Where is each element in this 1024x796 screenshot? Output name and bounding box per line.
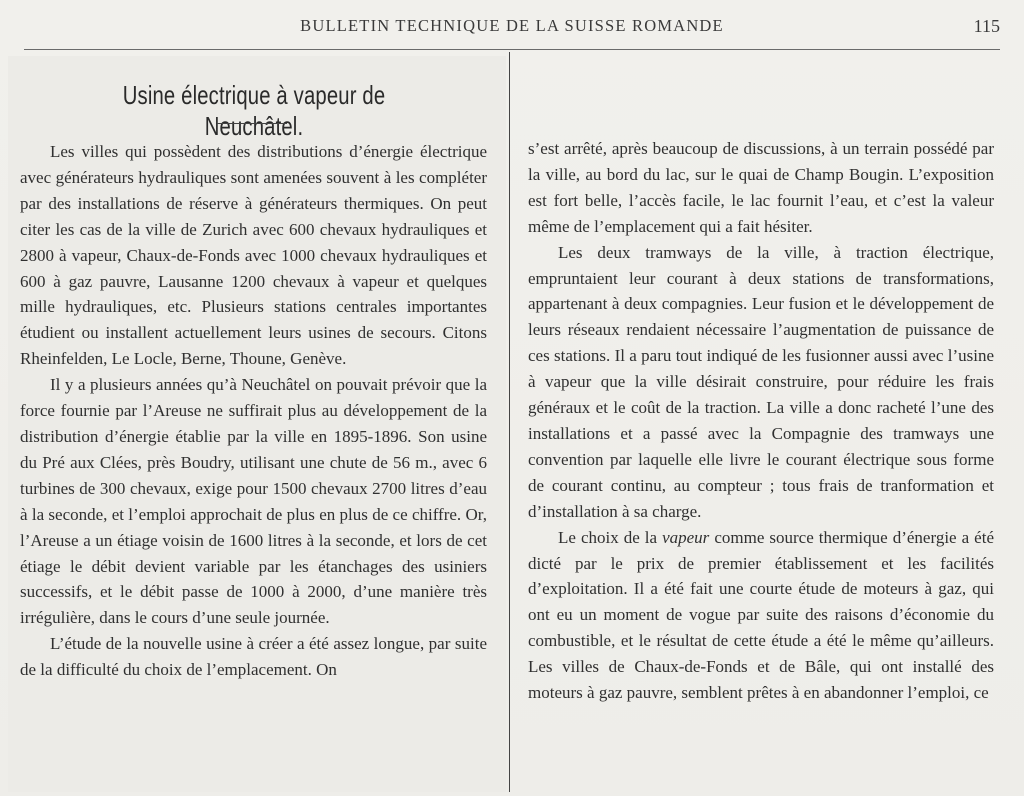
paragraph-5-start: Le choix de la xyxy=(558,527,663,547)
page-number: 115 xyxy=(973,16,1000,36)
article-title: Usine électrique à vapeur de Neuchâtel. xyxy=(122,80,386,141)
paragraph-5-rest: comme source thermique d’énergie a été dicté par le prix de premier établissement et les facilités d’exploitation. Il a été fait une courte étude de moteurs à gaz, qui ont eu un moment de vogue par suite des raisons d’économie du combustible, et le résultat de cette étude a été le même qu’ailleurs. Les villes de Chaux-de-Fonds et de Bâle, qui ont installé des moteurs à gaz pauvre, semblent prêtes à en abandonner l’emploi, ce xyxy=(528,527,994,703)
title-rule xyxy=(217,123,287,124)
right-column xyxy=(528,136,994,706)
paragraph-3: L’étude de la nouvelle usine à créer a été assez longue, par suite de la difficulté du choix de l’emplacement. On xyxy=(20,634,487,680)
column-divider xyxy=(509,52,510,792)
paragraph-1: Les villes qui possèdent des distributions d’énergie électrique avec générateurs hydrauliques sont amenées souvent à les compléter par des installations de réserve à générateurs thermiques. On peut citer les cas de la ville de Zurich avec 600 chevaux hydrauliques et 2800 à vapeur, Chaux-de-Fonds avec 1000 chevaux hydrauliques et 600 à gaz pauvre, Lausanne 1200 chevaux à vapeur et quelques mille hydrauliques, etc. Plusieurs stations centrales importantes étudient ou installent actuellement leurs usines de secours. Citons Rheinfelden, Le Locle, Berne, Thoune, Genève. xyxy=(20,142,487,369)
left-column xyxy=(20,139,487,683)
running-head xyxy=(0,0,1024,46)
header-rule xyxy=(24,49,1000,50)
paragraph-continuation: s’est arrêté, après beaucoup de discussions, à un terrain possédé par la ville, au bord du lac, sur le quai de Champ Bougin. L’exposition est fort belle, l’accès facile, le lac fournit l’eau, et c’est la valeur même de l’emplacement qui a fait hésiter. xyxy=(528,139,994,236)
paragraph-2: Il y a plusieurs années qu’à Neuchâtel on pouvait prévoir que la force fournie par l’Areuse ne suffirait plus au développement de la distribution d’énergie établie par la ville en 1895-1896. Son usine du Pré aux Clées, près Boudry, utilisant une chute de 56 m., avec 6 turbines de 300 chevaux, exige pour 1500 chevaux 2700 litres d’eau à la seconde, et l’emploi approchait de plus en plus de ce chiffre. Or, l’Areuse a un étiage voisin de 1600 litres à la seconde, et lors de cet étiage le débit devient variable par les étanchages des usiniers successifs, et le débit passe de 1000 à 2000, d’une manière très irrégulière, dans le cours d’une seule journée. xyxy=(20,375,487,628)
emphasis-vapeur: vapeur xyxy=(662,527,710,547)
journal-title: BULLETIN TECHNIQUE DE LA SUISSE ROMANDE xyxy=(300,16,724,35)
paragraph-4: Les deux tramways de la ville, à traction électrique, empruntaient leur courant à deux stations de transformations, appartenant à deux compagnies. Leur fusion et le développement de leurs réseaux rendaient nécessaire l’augmentation de puissance de ces stations. Il a paru tout indiqué de les fusionner aussi avec l’usine à vapeur que la ville désirait construire, pour réduire les frais généraux et le coût de la traction. La ville a donc racheté l’une des installations et a passé avec la Compagnie des tramways une convention par laquelle elle livre le courant électrique sous forme de courant continu, au compteur ; tous frais de tranformation et d’installation à sa charge. xyxy=(528,242,994,521)
paragraph-5 xyxy=(528,525,994,706)
